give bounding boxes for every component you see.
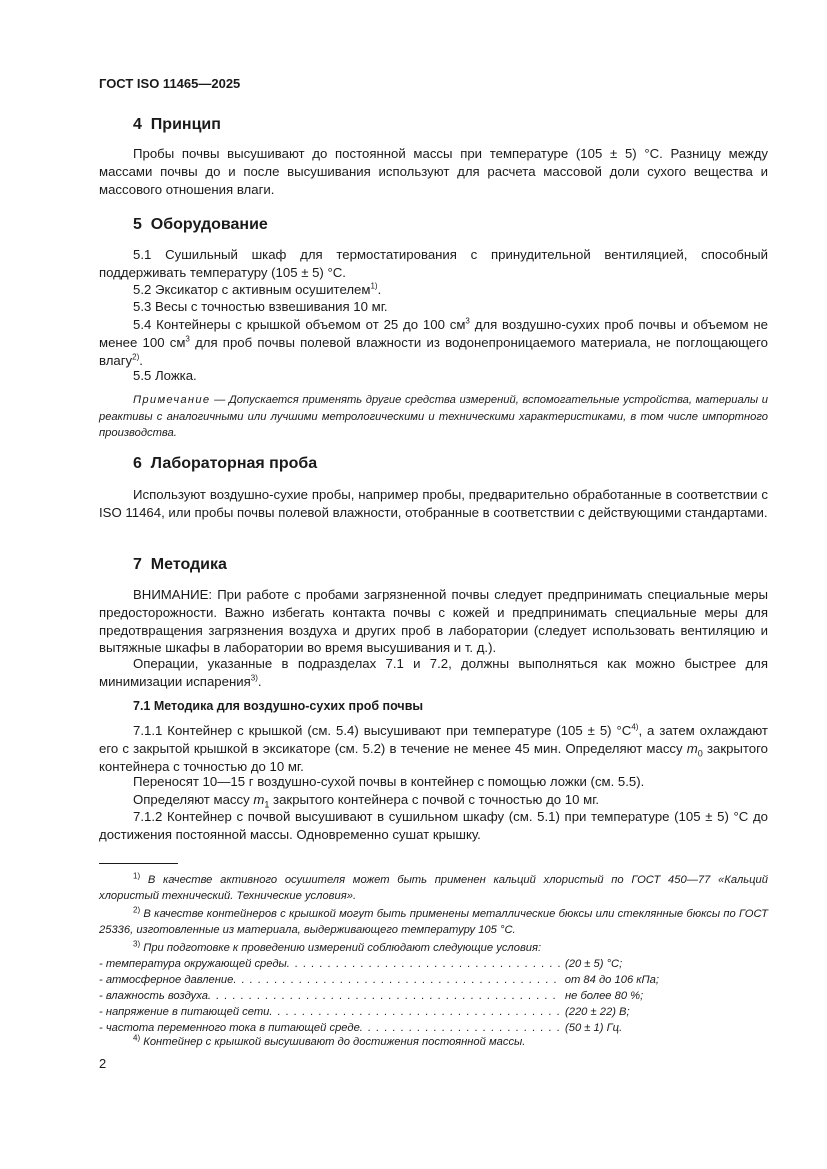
- section-5-heading: [133, 216, 268, 234]
- section-7-heading: [133, 556, 227, 574]
- mass-symbol: m: [253, 792, 265, 807]
- section-title: Лабораторная проба: [150, 455, 318, 472]
- paragraph: Переносят 10—15 г воздушно-сухой почвы в контейнер с помощью ложки (см. 5.5).: [133, 774, 645, 789]
- item-5-4: 5.4 Контейнеры с крышкой объемом от 25 до 100 $см^3$ для воздушно-сухих проб почвы и объемом не менее 100 $см^3$ для проб почвы полевой влажности из водонепроницаемого материала, не поглощающего влагу$^{2)}$.: [99, 316, 768, 368]
- condition-row: [99, 972, 659, 988]
- footnote-mark: 2): [133, 905, 141, 915]
- note-text: — Допускается применять другие средства измерений, вспомогательные устройства, материалы и реактивы с аналогичными или лучшими метрологическими и техническими характеристиками, в том числе импортного производства.: [99, 394, 768, 439]
- paragraph: Определяют массу $m_1$ закрытого контейнера с почвой с точностью до 10 мг.: [133, 792, 600, 810]
- section-title: Принцип: [150, 116, 221, 133]
- condition-label: - температура окружающей среды: [99, 958, 287, 970]
- item-5-3: 5.3 Весы с точностью взвешивания 10 мг.: [133, 299, 388, 314]
- footnote-separator: [99, 863, 178, 864]
- section-title: Методика: [150, 556, 227, 573]
- item-5-5: 5.5 Ложка.: [133, 368, 197, 383]
- footnote-1: $^{1)}$ В качестве активного осушителя может быть применен кальций хлористый по ГОСТ 450—77 «Кальций хлористый технический. Технические условия».: [99, 871, 768, 902]
- footnote-ref: 3): [250, 673, 258, 683]
- footnote-mark: 4): [133, 1033, 141, 1043]
- item-7-1-1: 7.1.1 Контейнер с крышкой (см. 5.4) высушивают при температуре (105 ± 5) $^\circ С^{4)}$, а затем охлаждают его с закрытой крышкой в эксикаторе (см. 5.2) в течение не менее 45 мин. Определяют массу $m_0$ закрытого контейнера с точностью до 10 мг.: [99, 722, 768, 774]
- section-number: 5: [133, 216, 142, 233]
- condition-value: (50 ± 1) Гц.: [565, 1022, 623, 1034]
- mass-symbol: m: [686, 740, 698, 756]
- paragraph: Используют воздушно-сухие пробы, например пробы, предварительно обработанные в соответствии с ISO 11464, или пробы почвы полевой влажности, отобранные в соответствии с действующими стандартами.: [99, 487, 768, 520]
- condition-row: [99, 988, 659, 1004]
- document-header: ГОСТ ISO 11465—2025: [99, 76, 241, 91]
- section-number: 4: [133, 116, 142, 133]
- item-5-1: 5.1 Сушильный шкаф для термостатирования с принудительной вентиляцией, способный поддерживать температуру (105 ± 5) °С.: [99, 247, 768, 280]
- subsection-7-1-heading: 7.1 Методика для воздушно-сухих проб почвы: [133, 699, 424, 713]
- footnote-2: $^{2)}$ В качестве контейнеров с крышкой могут быть применены металлические бюксы или стеклянные бюксы по ГОСТ 25336, изготовленные из материала, выдерживающего температуру 105 °С.: [99, 905, 768, 936]
- footnote-mark: 1): [133, 871, 141, 881]
- superscript: 3: [465, 316, 470, 326]
- warning-paragraph: ВНИМАНИЕ: При работе с пробами загрязненной почвы следует предпринимать специальные меры предосторожности. Важно избегать контакта почвы с кожей и предпринимать специальные меры для предотвращения загрязнения воздуха и других проб в лаборатории (следует использовать вентиляцию и вытяжные шкафы в лаборатории во время высушивания и т. д.).: [99, 587, 768, 656]
- section-number: 6: [133, 455, 142, 472]
- conditions-list: [99, 956, 659, 1036]
- superscript: 3: [185, 334, 190, 344]
- note-label: Примечание: [133, 394, 211, 406]
- condition-label: - атмосферное давление: [99, 974, 234, 986]
- section-4-heading: [133, 116, 221, 134]
- footnote-ref: 4): [631, 722, 639, 732]
- note: [99, 392, 768, 442]
- condition-value: (20 ± 5) °С;: [565, 958, 623, 970]
- section-6-heading: [133, 455, 317, 473]
- condition-label: - напряжение в питающей сети: [99, 1006, 270, 1018]
- footnote-4: $^{4)}$ Контейнер с крышкой высушивают до достижения постоянной массы.: [133, 1033, 526, 1048]
- footnote-mark: 3): [133, 939, 141, 949]
- condition-row: [99, 956, 659, 972]
- condition-value: не более 80 %;: [565, 990, 644, 1002]
- section-title: Оборудование: [150, 216, 268, 233]
- condition-label: - частота переменного тока в питающей среде: [99, 1022, 360, 1034]
- item-5-2: 5.2 Эксикатор с активным осушителем$^{1)}$.: [133, 281, 382, 297]
- condition-value: (220 ± 22) В;: [565, 1006, 630, 1018]
- paragraph: Пробы почвы высушивают до постоянной массы при температуре (105 ± 5) °С. Разницу между массами почвы до и после высушивания используют для расчета массовой доли сухого вещества и массового отношения влаги.: [99, 146, 768, 197]
- footnote-ref: 1): [370, 281, 378, 291]
- footnote-ref: 2): [132, 352, 140, 362]
- section-number: 7: [133, 556, 142, 573]
- condition-row: [99, 1004, 659, 1020]
- condition-label: - влажность воздуха: [99, 990, 208, 1002]
- page-number: 2: [99, 1056, 107, 1071]
- condition-value: от 84 до 106 кПа;: [564, 974, 659, 986]
- item-7-1-2: 7.1.2 Контейнер с почвой высушивают в сушильном шкафу (см. 5.1) при температуре (105 ± 5) °С до достижения постоянной массы. Одновременно сушат крышку.: [99, 809, 768, 842]
- paragraph: Операции, указанные в подразделах 7.1 и 7.2, должны выполняться как можно быстрее для минимизации испарения$^{3)}$.: [99, 656, 768, 689]
- footnote-3: $^{3)}$ При подготовке к проведению измерений соблюдают следующие условия:: [133, 939, 542, 954]
